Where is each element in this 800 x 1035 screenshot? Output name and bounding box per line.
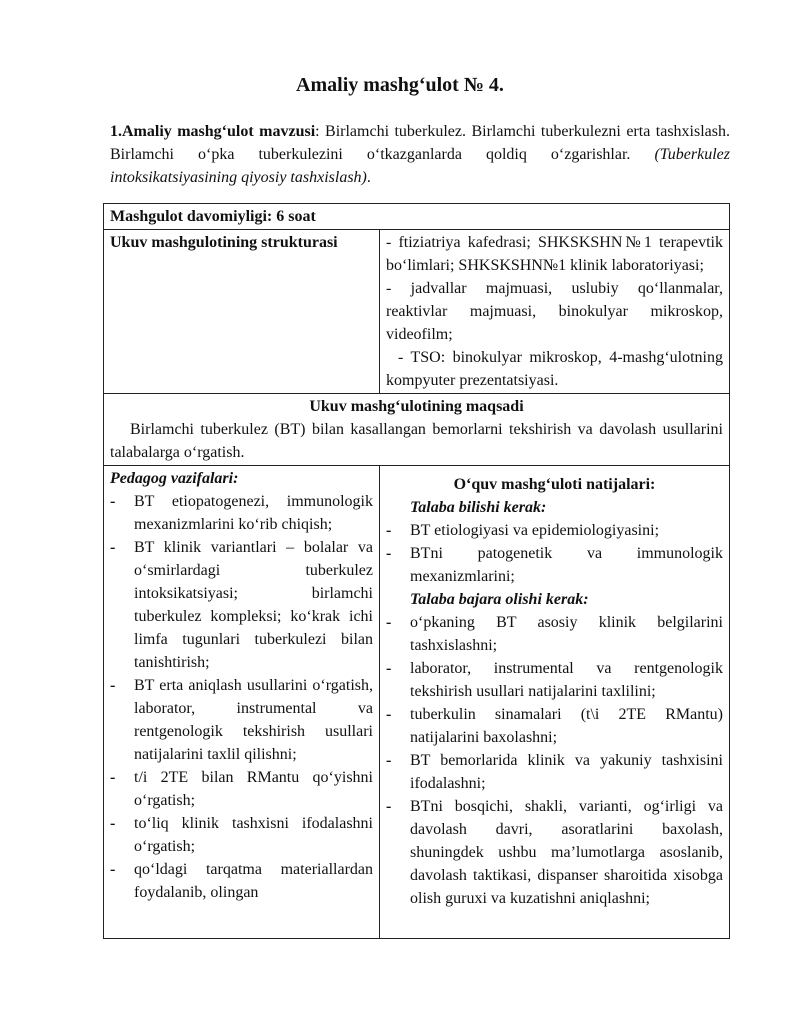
list-item	[110, 766, 373, 812]
structure-list	[380, 230, 730, 394]
bullet-marker: -	[386, 798, 392, 815]
list-item-text: qo‘ldagi tarqatma materiallardan foydalanib, olingan	[134, 861, 373, 901]
list-item-text: BT klinik variantlari – bolalar va o‘smirlardagi tuberkulez intoksikatsiyasi; birlamchi tuberkulez kompleksi; ko‘krak ichi limfa tugunlari tuberkulezi bilan tanishtirish;	[134, 539, 373, 671]
list-item	[386, 611, 723, 657]
list-item	[110, 812, 373, 858]
list-item	[110, 858, 373, 904]
bullet-marker: -	[386, 614, 392, 631]
list-item-text: to‘liq klinik tashxisni ifodalashni o‘rgatish;	[134, 815, 373, 855]
list-item	[386, 795, 723, 910]
bullet-marker: -	[386, 522, 392, 539]
list-item-text: BTni patogenetik va immunologik mexanizmlarini;	[410, 545, 723, 585]
list-item-text: tuberkulin sinamalari (t\i 2TE RMantu) natijalarini baxolashni;	[410, 706, 723, 746]
topic-text: : Birlamchi tuberkulez. Birlamchi tuberkulezni erta tashxislash. Birlamchi o‘pka tuberkulezini o‘tkazganlarda qoldiq o‘zgarishlar.	[110, 123, 730, 163]
list-item-text: BT erta aniqlash usullarini o‘rgatish, laborator, instrumental va rentgenologik tekshirish usullari natijalarini taxlil qilishni;	[134, 677, 373, 763]
can-title: Talaba bajara olishi kerak:	[410, 591, 589, 608]
bullet-marker: -	[386, 545, 392, 562]
topic-label: 1.Amaliy mashg‘ulot mavzusi	[110, 123, 316, 140]
list-item-text: BT etiologiyasi va epidemiologiyasini;	[410, 522, 660, 539]
list-item-text: BT bemorlarida klinik va yakuniy tashxisini ifodalashni;	[410, 752, 723, 792]
teacher-tasks-title: Pedagog vazifalari:	[110, 470, 239, 487]
can-list	[386, 611, 723, 910]
know-list	[386, 519, 723, 588]
page-title: Amaliy mashg‘ulot № 4.	[296, 74, 504, 96]
goal-title: Ukuv mashg‘ulotining maqsadi	[309, 398, 524, 415]
goal-cell	[104, 394, 730, 466]
results-title: O‘quv mashg‘uloti natijalari:	[453, 476, 656, 493]
lesson-topic	[110, 120, 730, 189]
list-item-text: o‘pkaning BT asosiy klinik belgilarini tashxislashni;	[410, 614, 723, 654]
bullet-marker: -	[386, 752, 392, 769]
results-cell	[380, 466, 730, 939]
structure-item: - jadvallar majmuasi, uslubiy qo‘llanmalar, reaktivlar majmuasi, binokulyar mikroskop, videofilm;	[386, 280, 723, 343]
goal-text: Birlamchi tuberkulez (BT) bilan kasallangan bemorlarni tekshirish va davolash usullarini talabalarga o‘rgatish.	[110, 421, 723, 461]
bullet-marker: -	[110, 861, 116, 878]
list-item-text: laborator, instrumental va rentgenologik tekshirish usullari natijalarini taxlilini;	[410, 660, 723, 700]
list-item-text: BTni bosqichi, shakli, varianti, og‘irligi va davolash davri, asoratlarini baxolash, shuningdek ushbu ma’lumotlarga asoslanib, davolash taktikasi, dispanser sharoitida xisobga olish guruxi va kuzatishni aniqlashni;	[410, 798, 723, 907]
structure-item: - ftiziatriya kafedrasi; SHKSKSHN№1 terapevtik bo‘limlari; SHKSKSHN№1 klinik laboratoriyasi;	[386, 234, 723, 274]
list-item	[386, 749, 723, 795]
list-item	[110, 490, 373, 536]
lesson-table	[103, 203, 730, 939]
list-item	[386, 703, 723, 749]
structure-item: - TSO: binokulyar mikroskop, 4-mashg‘ulotning kompyuter prezentatsiyasi.	[386, 349, 723, 389]
topic-italic: (Tuberkulez intoksikatsiyasining qiyosiy tashxislash)	[110, 146, 730, 186]
bullet-marker: -	[386, 706, 392, 723]
bullet-marker: -	[110, 539, 116, 556]
bullet-marker: -	[110, 769, 116, 786]
list-item	[110, 536, 373, 674]
bullet-marker: -	[110, 815, 116, 832]
know-title: Talaba bilishi kerak:	[410, 499, 547, 516]
teacher-tasks-list	[110, 490, 373, 904]
list-item	[386, 519, 723, 542]
bullet-marker: -	[110, 677, 116, 694]
list-item-text: t/i 2TE bilan RMantu qo‘yishni o‘rgatish;	[134, 769, 373, 809]
list-item	[386, 542, 723, 588]
teacher-tasks-cell	[104, 466, 380, 939]
list-item-text: BT etiopatogenezi, immunologik mexanizmlarini ko‘rib chiqish;	[134, 493, 373, 533]
duration-cell: Mashgulot davomiyligi: 6 soat	[104, 204, 730, 230]
list-item	[386, 657, 723, 703]
topic-end: .	[366, 169, 371, 186]
list-item	[110, 674, 373, 766]
bullet-marker: -	[386, 660, 392, 677]
structure-label: Ukuv mashgulotining strukturasi	[104, 230, 380, 394]
bullet-marker: -	[110, 493, 116, 510]
